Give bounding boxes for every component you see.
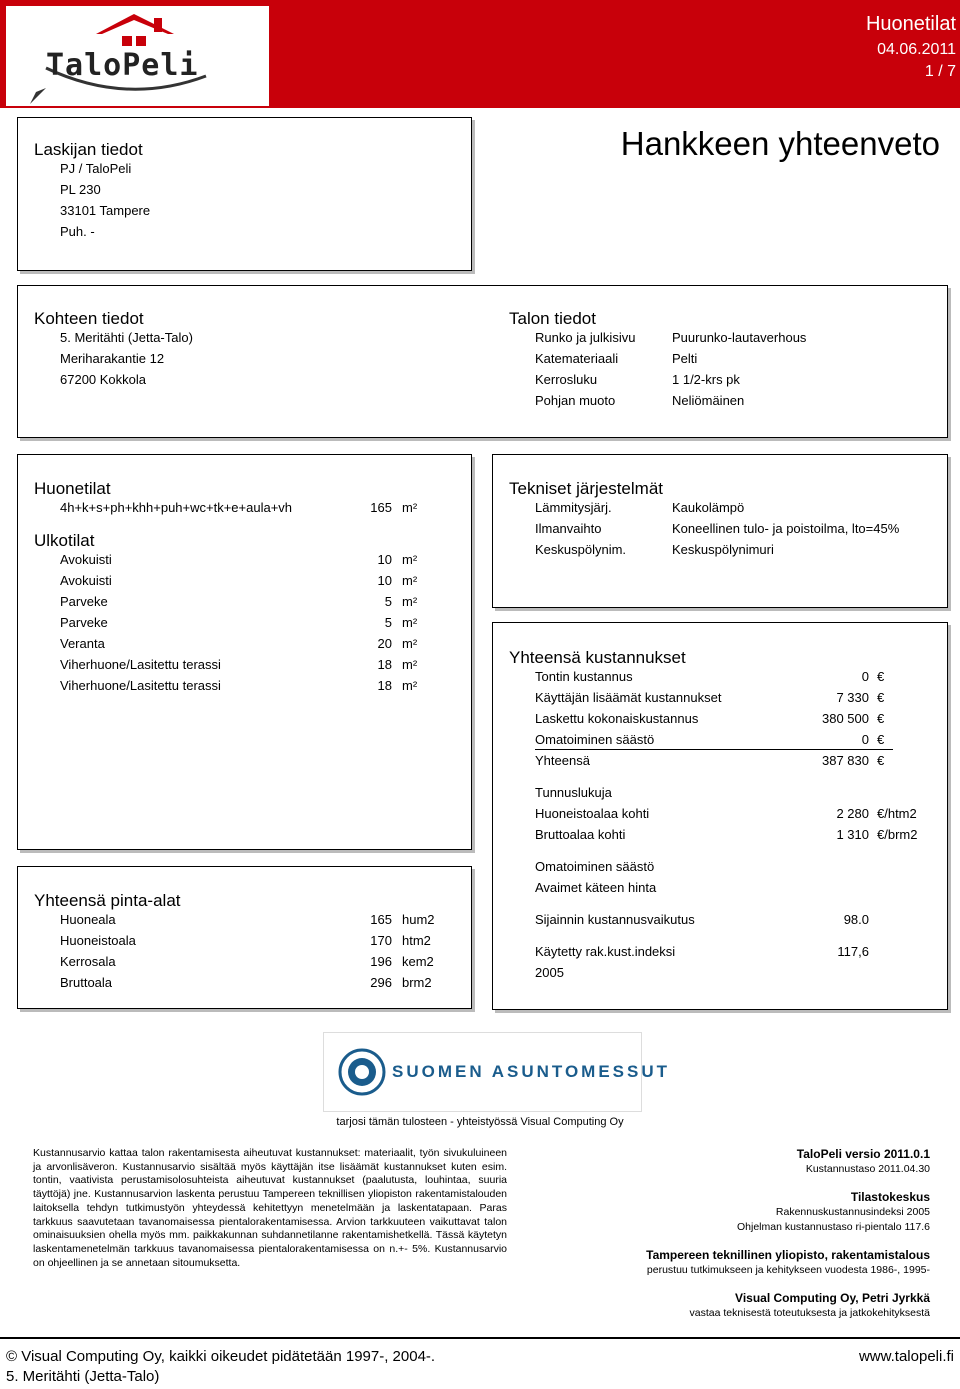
credit-title: Tilastokeskus [850, 1190, 930, 1204]
laskija-line: PL 230 [60, 182, 101, 197]
pinta-unit: hum2 [402, 912, 435, 927]
kustannus-value: 7 330 [836, 690, 869, 705]
indeksi-year: 2005 [535, 965, 564, 980]
laskija-line: 33101 Tampere [60, 203, 151, 218]
pinta-title: Yhteensä pinta-alat [34, 891, 181, 910]
pinta-name: Bruttoala [60, 975, 113, 990]
talo-label: Kerrosluku [535, 372, 598, 387]
asuntomessut-logo [323, 1032, 671, 1112]
saasto-title: Omatoiminen säästö [535, 859, 655, 874]
pinta-name: Huoneistoala [60, 933, 136, 948]
talo-title: Talon tiedot [509, 309, 596, 328]
ulkotila-value: 10 [377, 573, 392, 588]
avaimet-label: Avaimet käteen hinta [535, 880, 657, 895]
tekniset-label: Ilmanvaihto [535, 521, 602, 536]
indeksi-value: 117,6 [837, 944, 869, 959]
ulkotila-unit: m² [402, 594, 418, 609]
pinta-value: 170 [370, 933, 392, 948]
huonetilat-title: Huonetilat [34, 479, 111, 498]
tunnusluku-label: Bruttoalaa kohti [535, 827, 626, 842]
credit-line: Rakennuskustannusindeksi 2005 [775, 1206, 930, 1218]
ulkotila-name: Veranta [60, 636, 105, 651]
sijainti-value: 98.0 [843, 912, 869, 927]
footer-rule [0, 1337, 960, 1339]
ulkotila-value: 5 [384, 594, 392, 609]
tekniset-value: Keskuspölynimuri [672, 542, 774, 557]
huonetilat-box [17, 454, 472, 850]
doc-type: Huonetilat [865, 13, 956, 35]
kohde-title: Kohteen tiedot [34, 309, 144, 328]
tunnusluvut-title: Tunnuslukuja [535, 785, 612, 800]
kustannus-label: Omatoiminen säästö [535, 732, 655, 747]
pinta-unit: htm2 [402, 933, 431, 948]
tekniset-value: Kaukolämpö [672, 500, 745, 515]
kohde-line: Meriharakantie 12 [60, 351, 165, 366]
doc-date: 04.06.2011 [877, 41, 956, 58]
tunnusluku-value: 1 310 [836, 827, 869, 842]
pinta-box [17, 866, 472, 1009]
pinta-unit: brm2 [402, 975, 432, 990]
ulkotila-name: Avokuisti [60, 573, 112, 588]
total-value: 387 830 [822, 753, 869, 768]
copyright-text: © Visual Computing Oy, kaikki oikeudet pidätetään 1997-, 2004-. [6, 1348, 436, 1365]
euro-sign: € [877, 753, 885, 768]
laskija-line: Puh. - [60, 224, 95, 239]
credit-line: Kustannustaso 2011.04.30 [805, 1163, 930, 1175]
ulkotilat-title: Ulkotilat [34, 531, 95, 550]
ulkotila-value: 10 [377, 552, 392, 567]
kustannus-label: Tontin kustannus [535, 669, 633, 684]
total-label: Yhteensä [535, 753, 590, 768]
kustannus-value: 0 [861, 732, 869, 747]
kustannukset-title: Yhteensä kustannukset [509, 648, 686, 667]
euro-sign: € [877, 711, 885, 726]
credits-block [560, 1147, 930, 1321]
credit-title: Tampereen teknillinen yliopisto, rakentamistalous [646, 1248, 930, 1262]
kohde-talo-box [17, 285, 948, 438]
talo-label: Pohjan muoto [535, 393, 616, 408]
kustannus-label: Laskettu kokonaiskustannus [535, 711, 699, 726]
asuntomessut-emblem-icon [338, 1048, 386, 1096]
pinta-value: 196 [370, 954, 392, 969]
ulkotila-name: Viherhuone/Lasitettu terassi [60, 657, 221, 672]
talo-value: Puurunko-lautaverhous [672, 330, 807, 345]
huonetilat-area: 165 [370, 500, 392, 515]
pinta-value: 165 [370, 912, 392, 927]
indeksi-label: Käytetty rak.kust.indeksi [535, 944, 676, 959]
talo-value: Neliömäinen [672, 393, 745, 408]
pinta-value: 296 [370, 975, 392, 990]
huonetilat-unit: m² [402, 500, 418, 515]
kohde-line: 67200 Kokkola [60, 372, 147, 387]
ulkotila-unit: m² [402, 678, 418, 693]
huonetilat-desc: 4h+k+s+ph+khh+puh+wc+tk+e+aula+vh [60, 500, 293, 515]
talo-value: Pelti [672, 351, 698, 366]
kustannukset-box [492, 622, 948, 1010]
laskija-title: Laskijan tiedot [34, 140, 143, 159]
pinta-name: Huoneala [60, 912, 116, 927]
laskija-line: PJ / TaloPeli [60, 161, 132, 176]
euro-sign: € [877, 732, 885, 747]
tunnusluku-label: Huoneistoalaa kohti [535, 806, 650, 821]
page-number: 1 / 7 [924, 63, 956, 80]
euro-sign: € [877, 669, 885, 684]
disclaimer-text: Kustannusarvio kattaa talon rakentamisesta aiheutuvat kustannukset: materiaalit, työn sivukuluineen ja arvonlisäveron. Kustannusarvio sisältää myös käyttäjän itse lisäämät kustannukset kuten esim. tontin, vaativista perustamisolosuhteista aiheutuvat kustannukset (paalutusta, louhintaa, suuria täyttöjä) jne. Kustannusarvion laskenta perustuu Tampereen teknillisen yliopiston rakentamistalouden laitoksella tehdyn tutkimustyön yhteydessä kehitettyyn menetelmään ja laskentatapaan. Paras tarkkuus saavutetaan tavanomaisessa pientalorakentamisessa. Arvion tarkkuuteen vaikuttavat talon ominaisuuksien ohella myös mm. paikkakunnan suhdannetilanne rakentamishetkellä. Tässä käytetyn laskentamenetelmän tarkkuus tavanomaisessa pientalorakentamisessa on n.+- 5%. Kustannusarvio on ohjeellinen ja se annetaan sitoumuksetta. [33, 1147, 507, 1269]
talo-label: Runko ja julkisivu [535, 330, 636, 345]
sum-divider [535, 749, 893, 750]
ulkotila-unit: m² [402, 573, 418, 588]
sijainti-label: Sijainnin kustannusvaikutus [535, 912, 695, 927]
ulkotila-unit: m² [402, 657, 418, 672]
ulkotila-value: 18 [377, 657, 392, 672]
ulkotila-name: Viherhuone/Lasitettu terassi [60, 678, 221, 693]
footer-url[interactable]: www.talopeli.fi [858, 1348, 954, 1365]
tekniset-box [492, 454, 948, 608]
ulkotila-value: 5 [384, 615, 392, 630]
ulkotila-name: Parveke [60, 594, 108, 609]
credit-line: Ohjelman kustannustaso ri-pientalo 117.6 [736, 1221, 930, 1233]
tekniset-value: Koneellinen tulo- ja poistoilma, lto=45% [672, 521, 900, 536]
credit-title: TaloPeli versio 2011.0.1 [796, 1147, 930, 1161]
euro-sign: € [877, 690, 885, 705]
footer-project: 5. Meritähti (Jetta-Talo) [6, 1368, 160, 1385]
credit-line: perustuu tutkimukseen ja kehitykseen vuodesta 1986-, 1995- [646, 1264, 930, 1276]
kustannus-value: 0 [861, 669, 869, 684]
tekniset-label: Keskuspölynim. [535, 542, 627, 557]
kohde-line: 5. Meritähti (Jetta-Talo) [60, 330, 193, 345]
ulkotila-unit: m² [402, 636, 418, 651]
tunnusluku-value: 2 280 [836, 806, 869, 821]
laskija-box [17, 117, 472, 271]
tekniset-label: Lämmitysjärj. [535, 500, 612, 515]
credit-title: Visual Computing Oy, Petri Jyrkkä [735, 1291, 930, 1305]
sponsor-caption: tarjosi tämän tulosteen - yhteistyössä Visual Computing Oy [336, 1116, 624, 1128]
tunnusluku-unit: €/htm2 [877, 806, 917, 821]
kustannus-label: Käyttäjän lisäämät kustannukset [535, 690, 722, 705]
talopeli-logo [6, 6, 269, 106]
talo-value: 1 1/2-krs pk [672, 372, 740, 387]
ulkotila-value: 20 [377, 636, 392, 651]
ulkotila-name: Avokuisti [60, 552, 112, 567]
ulkotila-unit: m² [402, 615, 418, 630]
talo-label: Katemateriaali [535, 351, 619, 366]
asuntomessut-text: SUOMEN ASUNTOMESSUT [392, 1062, 671, 1081]
logo-text: TaloPeli [46, 48, 199, 83]
kustannus-value: 380 500 [822, 711, 869, 726]
credit-line: vastaa teknisestä toteutuksesta ja jatkokehityksestä [689, 1307, 930, 1319]
pinta-unit: kem2 [402, 954, 434, 969]
pinta-name: Kerrosala [60, 954, 116, 969]
tunnusluku-unit: €/brm2 [877, 827, 918, 842]
ulkotila-name: Parveke [60, 615, 108, 630]
ulkotila-unit: m² [402, 552, 418, 567]
page-title: Hankkeen yhteenveto [620, 125, 940, 162]
ulkotila-value: 18 [377, 678, 392, 693]
tekniset-title: Tekniset järjestelmät [509, 479, 664, 498]
